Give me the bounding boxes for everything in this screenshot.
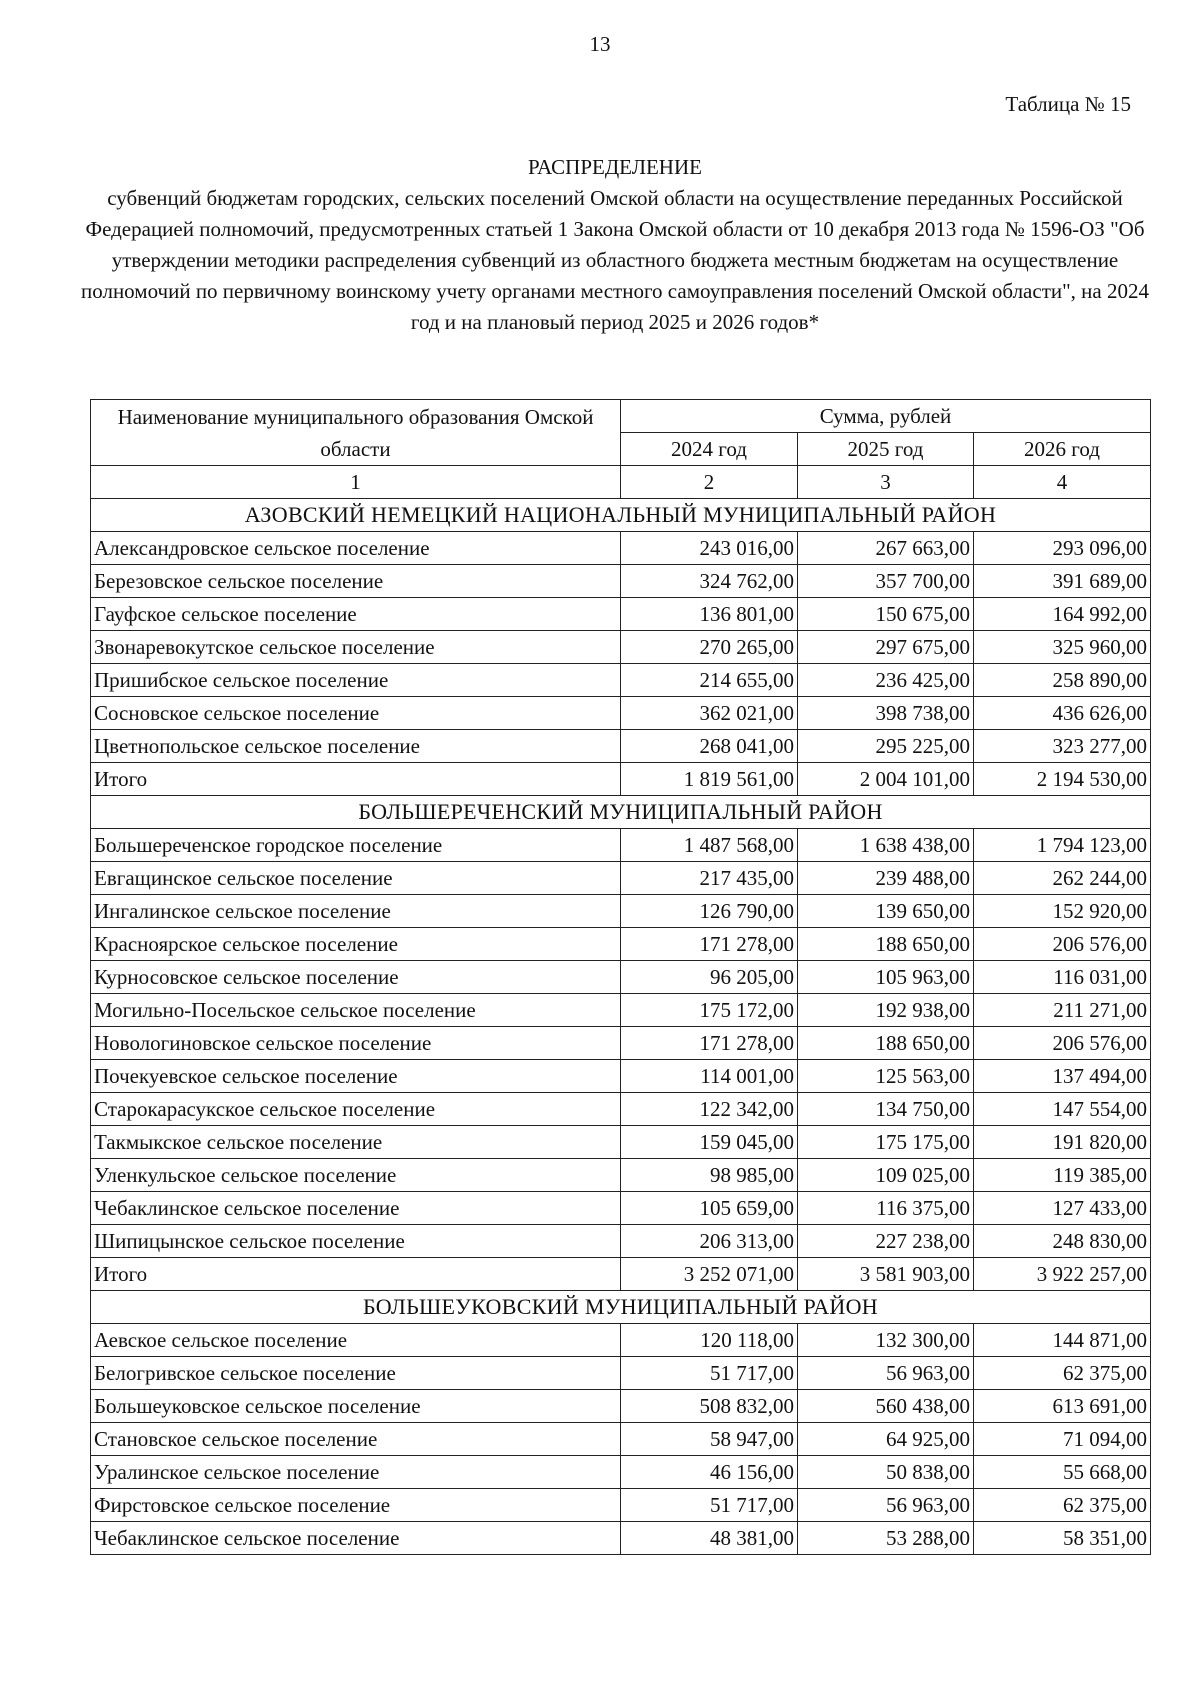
district-name: АЗОВСКИЙ НЕМЕЦКИЙ НАЦИОНАЛЬНЫЙ МУНИЦИПАЛЬНЫЙ РАЙОН (91, 499, 1151, 532)
value-2025: 239 488,00 (798, 862, 974, 895)
table-row (91, 895, 1151, 928)
value-2025: 560 438,00 (798, 1390, 974, 1423)
table-row (91, 862, 1151, 895)
title-heading: РАСПРЕДЕЛЕНИЕ (528, 155, 702, 179)
value-2024: 268 041,00 (621, 730, 798, 763)
value-2026: 325 960,00 (974, 631, 1151, 664)
value-2025: 150 675,00 (798, 598, 974, 631)
settlement-name: Звонаревокутское сельское поселение (91, 631, 621, 664)
value-2024: 362 021,00 (621, 697, 798, 730)
value-2026: 116 031,00 (974, 961, 1151, 994)
value-2025: 3 581 903,00 (798, 1258, 974, 1291)
title-subtitle: субвенций бюджетам городских, сельских поселений Омской области на осуществление переданных Российской Федерацией полномочий, предусмотренных статьей 1 Закона Омской области от 10 декабря 2013 года № 1596-ОЗ "Об утверждении методики распределения субвенций из областного бюджета местным бюджетам на осуществление полномочий по первичному воинскому учету органами местного самоуправления поселений Омской области", на 2024 год и на плановый период 2025 и 2026 годов* (81, 186, 1149, 334)
page-number: 13 (589, 32, 611, 56)
table-row (91, 928, 1151, 961)
settlement-name: Такмыкское сельское поселение (91, 1126, 621, 1159)
header-year-2024: 2024 год (621, 433, 798, 466)
value-2025: 175 175,00 (798, 1126, 974, 1159)
value-2025: 398 738,00 (798, 697, 974, 730)
settlement-name: Березовское сельское поселение (91, 565, 621, 598)
header-sum-column: Сумма, рублей (621, 400, 1151, 433)
value-2025: 236 425,00 (798, 664, 974, 697)
value-2026: 258 890,00 (974, 664, 1151, 697)
table-row (91, 1357, 1151, 1390)
table-row (91, 565, 1151, 598)
table-row (91, 1489, 1151, 1522)
value-2025: 357 700,00 (798, 565, 974, 598)
settlement-name: Гауфское сельское поселение (91, 598, 621, 631)
district-name: БОЛЬШЕРЕЧЕНСКИЙ МУНИЦИПАЛЬНЫЙ РАЙОН (91, 796, 1151, 829)
settlement-name: Фирстовское сельское поселение (91, 1489, 621, 1522)
header-index-4: 4 (974, 466, 1151, 499)
value-2026: 62 375,00 (974, 1489, 1151, 1522)
settlement-name: Чебаклинское сельское поселение (91, 1192, 621, 1225)
district-name: БОЛЬШЕУКОВСКИЙ МУНИЦИПАЛЬНЫЙ РАЙОН (91, 1291, 1151, 1324)
table-row (91, 1423, 1151, 1456)
value-2026: 293 096,00 (974, 532, 1151, 565)
value-2024: 48 381,00 (621, 1522, 798, 1555)
settlement-name: Итого (91, 1258, 621, 1291)
value-2025: 134 750,00 (798, 1093, 974, 1126)
value-2024: 122 342,00 (621, 1093, 798, 1126)
value-2024: 51 717,00 (621, 1357, 798, 1390)
district-row (91, 796, 1151, 829)
value-2025: 64 925,00 (798, 1423, 974, 1456)
value-2025: 139 650,00 (798, 895, 974, 928)
value-2024: 3 252 071,00 (621, 1258, 798, 1291)
settlement-name: Пришибское сельское поселение (91, 664, 621, 697)
value-2024: 98 985,00 (621, 1159, 798, 1192)
value-2024: 51 717,00 (621, 1489, 798, 1522)
header-row-1 (91, 400, 1151, 433)
settlement-name: Цветнопольское сельское поселение (91, 730, 621, 763)
settlement-name: Красноярское сельское поселение (91, 928, 621, 961)
value-2026: 119 385,00 (974, 1159, 1151, 1192)
settlement-name: Аевское сельское поселение (91, 1324, 621, 1357)
value-2024: 96 205,00 (621, 961, 798, 994)
value-2024: 270 265,00 (621, 631, 798, 664)
value-2024: 159 045,00 (621, 1126, 798, 1159)
settlement-name: Новологиновское сельское поселение (91, 1027, 621, 1060)
value-2026: 3 922 257,00 (974, 1258, 1151, 1291)
settlement-name: Становское сельское поселение (91, 1423, 621, 1456)
value-2025: 56 963,00 (798, 1489, 974, 1522)
table-row (91, 1093, 1151, 1126)
value-2026: 262 244,00 (974, 862, 1151, 895)
table-row (91, 664, 1151, 697)
value-2026: 152 920,00 (974, 895, 1151, 928)
table-row (91, 532, 1151, 565)
table-row (91, 1522, 1151, 1555)
value-2025: 297 675,00 (798, 631, 974, 664)
value-2025: 192 938,00 (798, 994, 974, 1027)
settlement-name: Шипицынское сельское поселение (91, 1225, 621, 1258)
table-row (91, 1027, 1151, 1060)
table-row (91, 598, 1151, 631)
header-year-2026: 2026 год (974, 433, 1151, 466)
table-row (91, 1159, 1151, 1192)
settlement-name: Белогривское сельское поселение (91, 1357, 621, 1390)
value-2024: 46 156,00 (621, 1456, 798, 1489)
settlement-name: Сосновское сельское поселение (91, 697, 621, 730)
value-2026: 127 433,00 (974, 1192, 1151, 1225)
value-2024: 508 832,00 (621, 1390, 798, 1423)
settlement-name: Почекуевское сельское поселение (91, 1060, 621, 1093)
value-2026: 144 871,00 (974, 1324, 1151, 1357)
table-row (91, 1225, 1151, 1258)
district-row (91, 1291, 1151, 1324)
value-2025: 50 838,00 (798, 1456, 974, 1489)
settlement-name: Уленкульское сельское поселение (91, 1159, 621, 1192)
value-2024: 217 435,00 (621, 862, 798, 895)
value-2025: 116 375,00 (798, 1192, 974, 1225)
table-row (91, 730, 1151, 763)
value-2026: 391 689,00 (974, 565, 1151, 598)
total-row (91, 763, 1151, 796)
value-2025: 188 650,00 (798, 1027, 974, 1060)
value-2024: 126 790,00 (621, 895, 798, 928)
header-index-2: 2 (621, 466, 798, 499)
value-2026: 137 494,00 (974, 1060, 1151, 1093)
value-2024: 214 655,00 (621, 664, 798, 697)
header-name-column: Наименование муниципального образования Омской области (91, 400, 621, 466)
value-2024: 105 659,00 (621, 1192, 798, 1225)
table-row (91, 1192, 1151, 1225)
header-index-3: 3 (798, 466, 974, 499)
distribution-table (90, 399, 1151, 1555)
table-row (91, 1456, 1151, 1489)
total-row (91, 1258, 1151, 1291)
value-2025: 56 963,00 (798, 1357, 974, 1390)
header-index-1: 1 (91, 466, 621, 499)
table-row (91, 994, 1151, 1027)
value-2026: 58 351,00 (974, 1522, 1151, 1555)
table-row (91, 631, 1151, 664)
value-2024: 243 016,00 (621, 532, 798, 565)
value-2024: 171 278,00 (621, 1027, 798, 1060)
settlement-name: Могильно-Посельское сельское поселение (91, 994, 621, 1027)
header-index-row (91, 466, 1151, 499)
value-2026: 206 576,00 (974, 928, 1151, 961)
value-2024: 324 762,00 (621, 565, 798, 598)
value-2026: 164 992,00 (974, 598, 1151, 631)
value-2024: 58 947,00 (621, 1423, 798, 1456)
settlement-name: Евгащинское сельское поселение (91, 862, 621, 895)
value-2026: 1 794 123,00 (974, 829, 1151, 862)
table-row (91, 1060, 1151, 1093)
table-row (91, 1126, 1151, 1159)
value-2026: 71 094,00 (974, 1423, 1151, 1456)
settlement-name: Уралинское сельское поселение (91, 1456, 621, 1489)
value-2024: 136 801,00 (621, 598, 798, 631)
settlement-name: Курносовское сельское поселение (91, 961, 621, 994)
value-2025: 295 225,00 (798, 730, 974, 763)
value-2026: 191 820,00 (974, 1126, 1151, 1159)
settlement-name: Ингалинское сельское поселение (91, 895, 621, 928)
value-2026: 248 830,00 (974, 1225, 1151, 1258)
value-2026: 62 375,00 (974, 1357, 1151, 1390)
value-2026: 206 576,00 (974, 1027, 1151, 1060)
value-2024: 1 819 561,00 (621, 763, 798, 796)
value-2026: 211 271,00 (974, 994, 1151, 1027)
table-number: Таблица № 15 (1005, 92, 1131, 116)
value-2025: 109 025,00 (798, 1159, 974, 1192)
value-2025: 2 004 101,00 (798, 763, 974, 796)
table-row (91, 961, 1151, 994)
value-2026: 147 554,00 (974, 1093, 1151, 1126)
table-row (91, 697, 1151, 730)
value-2025: 227 238,00 (798, 1225, 974, 1258)
table-body (91, 499, 1151, 1555)
value-2026: 55 668,00 (974, 1456, 1151, 1489)
value-2025: 267 663,00 (798, 532, 974, 565)
value-2026: 2 194 530,00 (974, 763, 1151, 796)
value-2026: 613 691,00 (974, 1390, 1151, 1423)
header-year-2025: 2025 год (798, 433, 974, 466)
value-2024: 206 313,00 (621, 1225, 798, 1258)
value-2024: 1 487 568,00 (621, 829, 798, 862)
settlement-name: Большеуковское сельское поселение (91, 1390, 621, 1423)
value-2024: 120 118,00 (621, 1324, 798, 1357)
district-row (91, 499, 1151, 532)
settlement-name: Александровское сельское поселение (91, 532, 621, 565)
table-row (91, 1324, 1151, 1357)
value-2026: 323 277,00 (974, 730, 1151, 763)
value-2025: 132 300,00 (798, 1324, 974, 1357)
table-row (91, 829, 1151, 862)
settlement-name: Старокарасукское сельское поселение (91, 1093, 621, 1126)
document-title (80, 152, 1150, 338)
settlement-name: Большереченское городское поселение (91, 829, 621, 862)
value-2025: 105 963,00 (798, 961, 974, 994)
value-2024: 114 001,00 (621, 1060, 798, 1093)
value-2025: 53 288,00 (798, 1522, 974, 1555)
value-2024: 171 278,00 (621, 928, 798, 961)
value-2025: 188 650,00 (798, 928, 974, 961)
value-2024: 175 172,00 (621, 994, 798, 1027)
settlement-name: Чебаклинское сельское поселение (91, 1522, 621, 1555)
settlement-name: Итого (91, 763, 621, 796)
value-2026: 436 626,00 (974, 697, 1151, 730)
value-2025: 125 563,00 (798, 1060, 974, 1093)
table-row (91, 1390, 1151, 1423)
value-2025: 1 638 438,00 (798, 829, 974, 862)
